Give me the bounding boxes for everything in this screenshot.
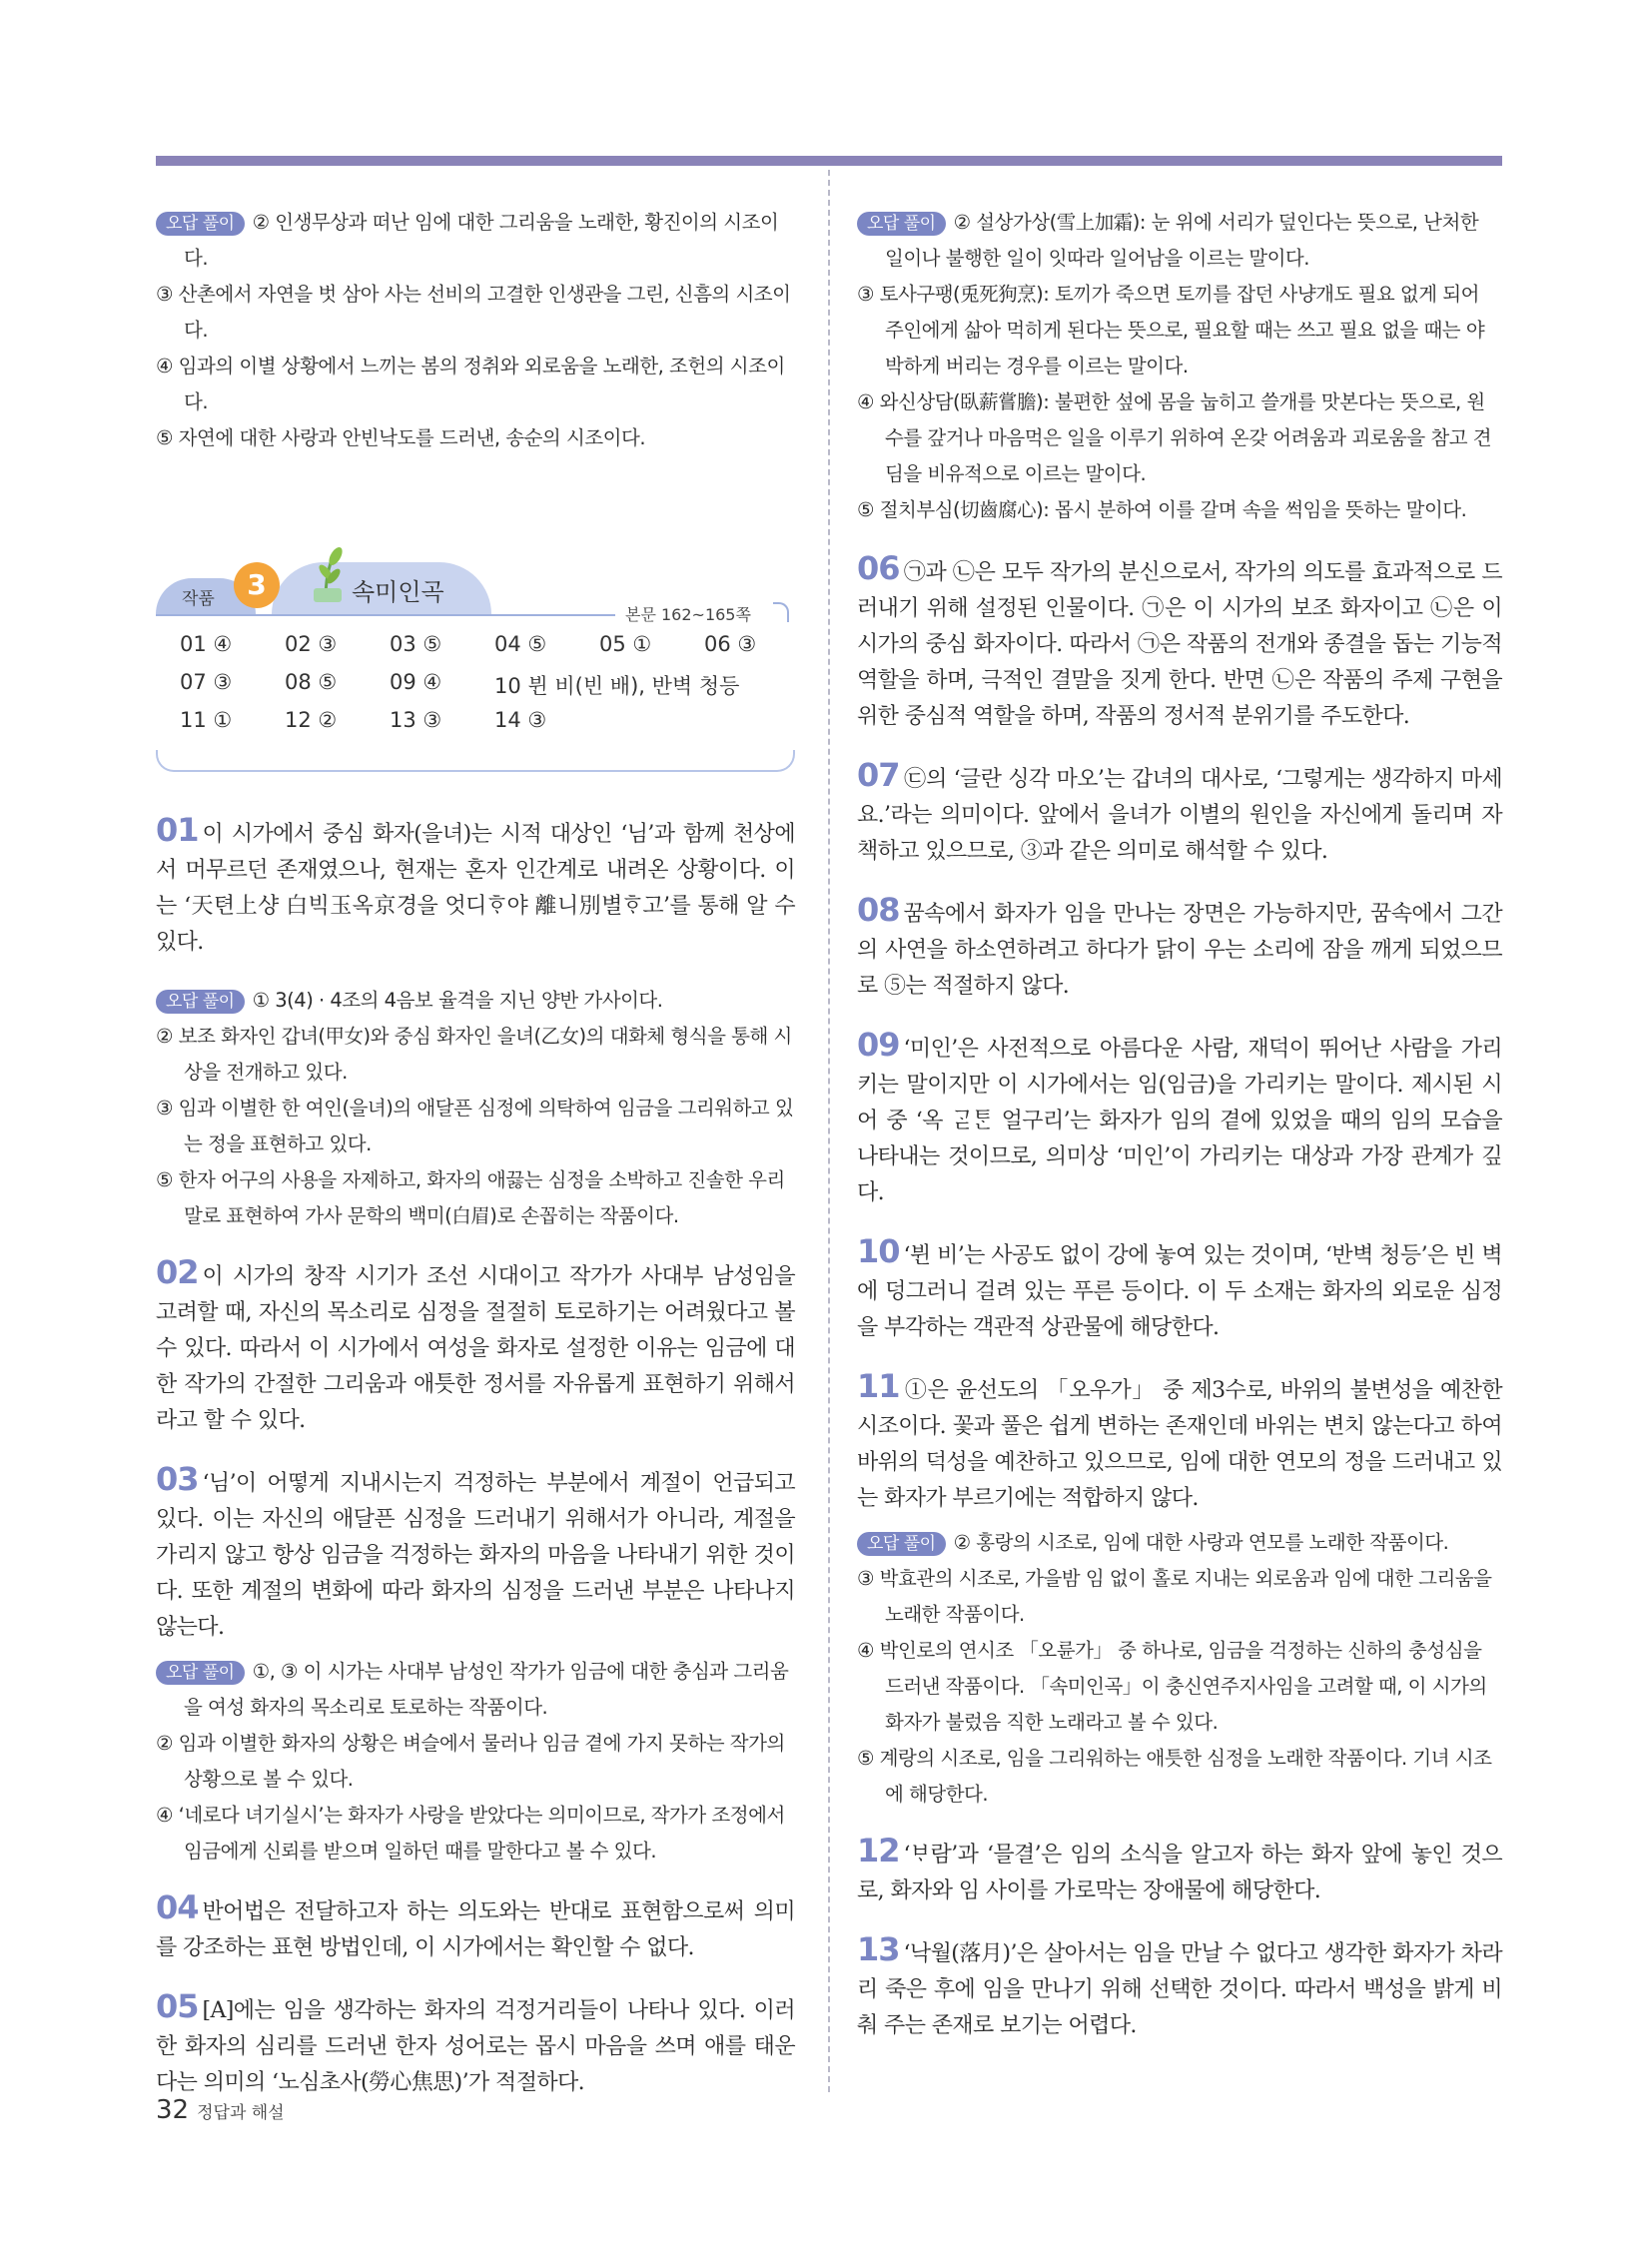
work-header-rule	[156, 614, 615, 616]
note-line: ③ 토사구팽(兎死狗烹): 토끼가 죽으면 토끼를 잡던 사냥개도 필요 없게 되어 주인에게 삶아 먹히게 된다는 뜻으로, 필요할 때는 쓰고 필요 없을 때는 야박하게 버리는 경우를 이르는 말이다.	[857, 283, 1485, 377]
answer-row	[180, 632, 779, 670]
answer-cell: 13 ③	[390, 708, 442, 732]
answer-cell: 04 ⑤	[494, 632, 547, 656]
question-number: 13	[857, 1930, 900, 1968]
answer-explanation-12: 12 ‘ᄇᆞ람’과 ‘믈결’은 임의 소식을 알고자 하는 화자 앞에 놓인 것으로, 화자와 임 사이를 가로막는 장애물에 해당한다.	[857, 1832, 1502, 1903]
wrong-answer-badge: 오답 풀이	[156, 212, 245, 236]
note-line: ③ 박효관의 시조로, 가을밤 임 없이 홀로 지내는 외로움과 임에 대한 그리움을 노래한 작품이다.	[857, 1567, 1492, 1626]
wrong-answer-note	[156, 205, 795, 456]
question-number: 02	[156, 1253, 199, 1291]
answer-explanation-05: 05 [A]에는 임을 생각하는 화자의 걱정거리들이 나타나 있다. 이러한 화자의 심리를 드러낸 한자 성어로는 몹시 마음을 쓰며 애를 태운다는 의미의 ‘노심초사(勞心焦思)’가 적절하다.	[156, 1987, 795, 2095]
note-line: ③ 산촌에서 자연을 벗 삼아 사는 선비의 고결한 인생관을 그린, 신흠의 시조이다.	[156, 283, 791, 342]
answer-cell: 05 ①	[599, 632, 652, 656]
answer-row	[180, 708, 779, 746]
note-line: ④ ‘네로다 녀기실시’는 화자가 사랑을 받았다는 의미이므로, 작가가 조정에서 임금에게 신뢰를 받으며 일하던 때를 말한다고 볼 수 있다.	[156, 1804, 785, 1863]
note-line: ② 보조 화자인 갑녀(甲女)와 중심 화자인 을녀(乙女)의 대화체 형식을 통해 시상을 전개하고 있다.	[156, 1025, 792, 1084]
question-number: 09	[857, 1026, 900, 1064]
wrong-answer-badge: 오답 풀이	[156, 1661, 245, 1685]
answer-explanation-07: 07 ㉢의 ‘글란 싱각 마오’는 갑녀의 대사로, ‘그렇게는 생각하지 마세요.’라는 의미이다. 앞에서 을녀가 이별의 원인을 자신에게 돌리며 자책하고 있으므로, ③과 같은 의미로 해석할 수 있다.	[857, 756, 1502, 864]
note-line: ② 홍랑의 시조로, 임에 대한 사랑과 연모를 노래한 작품이다.	[953, 1531, 1449, 1554]
wrong-answer-badge: 오답 풀이	[857, 1532, 946, 1556]
note-line: ② 설상가상(雪上加霜): 눈 위에 서리가 덮인다는 뜻으로, 난처한 일이나 불행한 일이 잇따라 일어남을 이르는 말이다.	[885, 211, 1479, 270]
work-box-bottom	[156, 750, 795, 772]
wrong-answer-badge: 오답 풀이	[857, 212, 946, 236]
question-number: 06	[857, 549, 900, 587]
answer-cell: 03 ⑤	[390, 632, 442, 656]
note-line: ⑤ 자연에 대한 사랑과 안빈낙도를 드러낸, 송순의 시조이다.	[156, 426, 646, 449]
answer-explanation-08: 08 꿈속에서 화자가 임을 만나는 장면은 가능하지만, 꿈속에서 그간의 사연을 하소연하려고 하다가 닭이 우는 소리에 잠을 깨게 되었으므로 ⑤는 적절하지 않다.	[857, 891, 1502, 999]
answer-explanation-01: 01 이 시가에서 중심 화자(을녀)는 시적 대상인 ‘님’과 함께 천상에서 머무르던 존재였으나, 현재는 혼자 인간계로 내려온 상황이다. 이는 ‘天텬上샹 白빅玉옥京경을 엇디ᄒᆞ야 離니別별ᄒᆞ고’를 통해 알 수 있다.	[156, 811, 795, 955]
answer-grid	[180, 632, 779, 746]
answer-cell: 02 ③	[285, 632, 338, 656]
work-number-badge: 3	[234, 562, 280, 608]
answer-cell: 06 ③	[704, 632, 757, 656]
note-line: ② 임과 이별한 화자의 상황은 벼슬에서 물러나 임금 곁에 가지 못하는 작가의 상황으로 볼 수 있다.	[156, 1732, 785, 1791]
wrong-answer-note	[857, 1525, 1502, 1813]
answer-cell: 08 ⑤	[285, 670, 338, 694]
note-line: ①, ③ 이 시가는 사대부 남성인 작가가 임금에 대한 충심과 그리움을 여성 화자의 목소리로 토로하는 작품이다.	[184, 1660, 789, 1719]
note-line: ③ 임과 이별한 한 여인(을녀)의 애달픈 심정에 의탁하여 임금을 그리워하고 있는 정을 표현하고 있다.	[156, 1097, 794, 1155]
right-column	[857, 205, 1502, 2066]
note-line: ② 인생무상과 떠난 임에 대한 그리움을 노래한, 황진이의 시조이다.	[184, 211, 779, 270]
work-hook-decoration	[773, 602, 789, 622]
answer-cell: 10 뷘 비(빈 배), 반벽 청등	[494, 674, 740, 698]
question-number: 11	[857, 1367, 900, 1405]
work-title: 속미인곡	[352, 578, 444, 606]
answer-cell: 07 ③	[180, 670, 233, 694]
answer-explanation-11: 11 ①은 윤선도의 「오우가」 중 제3수로, 바위의 불변성을 예찬한 시조이다. 꽃과 풀은 쉽게 변하는 존재인데 바위는 변치 않는다고 하여 바위의 덕성을 예찬하고 있으므로, 임에 대한 연모의 정을 드러내고 있는 화자가 부르기에는 적합하지 않다.	[857, 1367, 1502, 1511]
answer-explanation-10: 10 ‘뷘 비’는 사공도 없이 강에 놓여 있는 것이며, ‘반벽 청등’은 빈 벽에 덩그러니 걸려 있는 푸른 등이다. 이 두 소재는 화자의 외로운 심정을 부각하는 객관적 상관물에 해당한다.	[857, 1232, 1502, 1340]
answer-cell: 14 ③	[494, 708, 547, 732]
wrong-answer-note	[156, 1654, 795, 1869]
answer-cell: 01 ④	[180, 632, 233, 656]
answer-cell: 09 ④	[390, 670, 442, 694]
answer-explanation-04: 04 반어법은 전달하고자 하는 의도와는 반대로 표현함으로써 의미를 강조하는 표현 방법인데, 이 시가에서는 확인할 수 없다.	[156, 1888, 795, 1960]
answer-explanation-09: 09 ‘미인’은 사전적으로 아름다운 사람, 재덕이 뛰어난 사람을 가리키는 말이지만 이 시가에서는 임(임금)을 가리키는 말이다. 제시된 시어 중 ‘옥 ᄀᆞᆮᄐᆞᆫ 얼구리’는 화자가 임의 곁에 있었을 때의 임의 모습을 나타내는 것이므로, 의미상 ‘미인’이 가리키는 대상과 가장 관계가 깊다.	[857, 1026, 1502, 1205]
note-line: ⑤ 절치부심(切齒腐心): 몹시 분하여 이를 갈며 속을 썩임을 뜻하는 말이다.	[857, 498, 1467, 521]
work-header	[156, 542, 795, 624]
question-number: 03	[156, 1460, 199, 1498]
page-reference: 본문 162~165쪽	[625, 605, 751, 624]
question-number: 10	[857, 1232, 900, 1270]
answer-cell: 12 ②	[285, 708, 338, 732]
wrong-answer-note	[857, 205, 1502, 528]
answer-row	[180, 670, 779, 708]
note-line: ④ 임과의 이별 상황에서 느끼는 봄의 정취와 외로움을 노래한, 조헌의 시조이다.	[156, 355, 785, 413]
plant-icon	[296, 542, 356, 602]
answer-explanation-06: 06 ㉠과 ㉡은 모두 작가의 분신으로서, 작가의 의도를 효과적으로 드러내기 위해 설정된 인물이다. ㉠은 이 시가의 보조 화자이고 ㉡은 이 시가의 중심 화자이다. 따라서 ㉠은 작품의 전개와 종결을 돕는 기능적 역할을 하며, 극적인 결말을 짓게 한다. 반면 ㉡은 작품의 주제 구현을 위한 중심적 역할을 하며, 작품의 정서적 분위기를 주도한다.	[857, 549, 1502, 729]
note-line: ⑤ 한자 어구의 사용을 자제하고, 화자의 애끓는 심정을 소박하고 진솔한 우리말로 표현하여 가사 문학의 백미(白眉)로 손꼽히는 작품이다.	[156, 1168, 785, 1227]
answer-explanation-13: 13 ‘낙월(落月)’은 살아서는 임을 만날 수 없다고 생각한 화자가 차라리 죽은 후에 임을 만나기 위해 선택한 것이다. 따라서 백성을 밝게 비춰 주는 존재로 보기는 어렵다.	[857, 1930, 1502, 2038]
note-line: ④ 박인로의 연시조 「오륜가」 중 하나로, 임금을 걱정하는 신하의 충성심을 드러낸 작품이다. 「속미인곡」이 충신연주지사임을 고려할 때, 이 시가의 화자가 불렀음 직한 노래라고 볼 수 있다.	[857, 1639, 1487, 1734]
column-divider	[828, 170, 830, 2092]
question-number: 01	[156, 811, 199, 849]
question-number: 07	[857, 756, 900, 794]
question-number: 05	[156, 1987, 199, 2025]
page-number: 32	[156, 2095, 190, 2125]
wrong-answer-note	[156, 983, 795, 1234]
top-accent-bar	[156, 156, 1502, 166]
page-footer	[156, 2095, 285, 2125]
answer-cell: 11 ①	[180, 708, 233, 732]
left-column	[156, 205, 795, 2123]
note-line: ⑤ 계랑의 시조로, 임을 그리워하는 애틋한 심정을 노래한 작품이다. 기녀 시조에 해당한다.	[857, 1747, 1492, 1806]
wrong-answer-badge: 오답 풀이	[156, 990, 245, 1014]
question-number: 04	[156, 1888, 199, 1926]
question-number: 08	[857, 891, 900, 929]
answer-explanation-03: 03 ‘님’이 어떻게 지내시는지 걱정하는 부분에서 계절이 언급되고 있다. 이는 자신의 애달픈 심정을 드러내기 위해서가 아니라, 계절을 가리지 않고 항상 임금을 걱정하는 화자의 마음을 나타내기 위한 것이다. 또한 계절의 변화에 따라 화자의 심정을 드러낸 부분은 나타나지 않는다.	[156, 1460, 795, 1640]
answer-explanation-02: 02 이 시가의 창작 시기가 조선 시대이고 작가가 사대부 남성임을 고려할 때, 자신의 목소리로 심정을 절절히 토로하기는 어려웠다고 볼 수 있다. 따라서 이 시가에서 여성을 화자로 설정한 이유는 임금에 대한 작가의 간절한 그리움과 애틋한 정서를 자유롭게 표현하기 위해서라고 할 수 있다.	[156, 1253, 795, 1433]
work-tab: 작품	[156, 578, 256, 614]
footer-label: 정답과 해설	[197, 2103, 285, 2123]
note-line: ① 3(4) · 4조의 4음보 율격을 지닌 양반 가사이다.	[252, 989, 663, 1012]
note-line: ④ 와신상담(臥薪嘗膽): 불편한 섶에 몸을 눕히고 쓸개를 맛본다는 뜻으로, 원수를 갚거나 마음먹은 일을 이루기 위하여 온갖 어려움과 괴로움을 참고 견딤을 비유적으로 이르는 말이다.	[857, 390, 1492, 485]
question-number: 12	[857, 1832, 900, 1869]
work-answer-box	[156, 542, 795, 772]
